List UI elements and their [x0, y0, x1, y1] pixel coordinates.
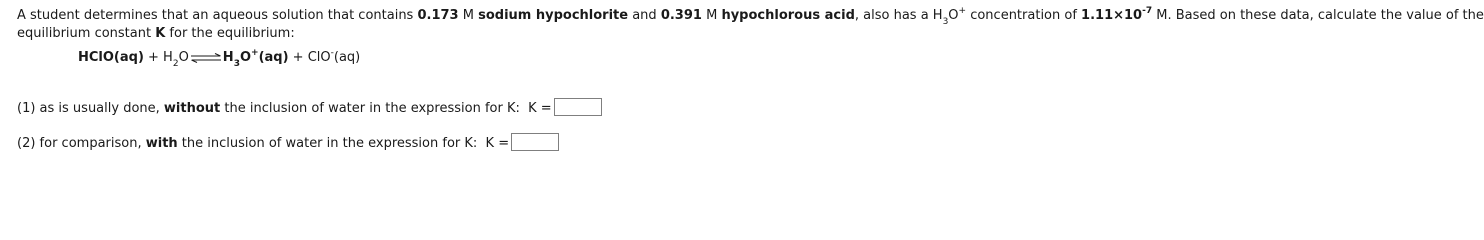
hypochlorite-charge: - [330, 47, 334, 58]
question-1 [17, 100, 602, 118]
chemical-equation [78, 49, 360, 67]
hydronium-charge: + [958, 5, 967, 16]
product-state: (aq) [258, 50, 289, 65]
equilibrium-arrow-icon [190, 53, 222, 63]
tail-text: M. Based on these data, calculate the value of the [1152, 8, 1484, 23]
question-1-emphasis: without [163, 101, 221, 116]
question-2-emphasis: with [145, 136, 178, 151]
hydronium-value: 1.11×10 [1081, 8, 1143, 23]
reactant-hclo: HClO(aq) [78, 50, 144, 65]
product-charge: + [251, 47, 259, 58]
question-2-k-label: K = [485, 136, 510, 151]
salt-name: sodium hypochlorite [478, 8, 629, 23]
intro-text: A student determines that an aqueous solution that contains [17, 8, 418, 23]
hydronium-oxygen: O [948, 8, 959, 23]
product-oxygen: O [239, 50, 252, 65]
plus-hypochlorite: + ClO [288, 50, 331, 65]
hydronium-exponent: -7 [1142, 5, 1153, 16]
unit-molar: M [706, 8, 718, 23]
question-1-k-label: K = [528, 101, 552, 116]
acid-name: hypochlorous acid [721, 8, 855, 23]
hypochlorite-state: (aq) [333, 50, 361, 65]
answer-input-1[interactable] [554, 98, 602, 116]
salt-concentration: 0.173 [417, 8, 459, 23]
water-oxygen: O [178, 50, 189, 65]
concentration-text: concentration of [966, 8, 1082, 23]
product-subscript: 3 [233, 58, 240, 69]
answer-input-2[interactable] [511, 133, 559, 151]
plus-water: + H [143, 50, 173, 65]
product-h: H [222, 50, 234, 65]
problem-statement [17, 5, 1484, 43]
hydronium-subscript: 3 [942, 16, 949, 27]
line2-pre: equilibrium constant [17, 26, 156, 41]
acid-concentration: 0.391 [660, 8, 702, 23]
problem-line-2 [17, 25, 1197, 43]
and-text: and [632, 8, 657, 23]
mid-text: , also has a H [854, 8, 943, 23]
product-hydronium [222, 47, 289, 69]
problem-line-1 [17, 5, 1484, 27]
question-2-suffix: the inclusion of water in the expression for K: [177, 136, 478, 151]
hydronium-concentration [1081, 5, 1153, 23]
line2-post: for the equilibrium: [165, 26, 295, 41]
question-1-prefix: (1) as is usually done, [17, 101, 164, 116]
question-2-prefix: (2) for comparison, [17, 136, 146, 151]
unit-molar: M [462, 8, 474, 23]
k-symbol: K [155, 26, 166, 41]
water-subscript: 2 [172, 58, 179, 69]
question-2 [17, 135, 559, 153]
question-1-suffix: the inclusion of water in the expression for K: [220, 101, 520, 116]
